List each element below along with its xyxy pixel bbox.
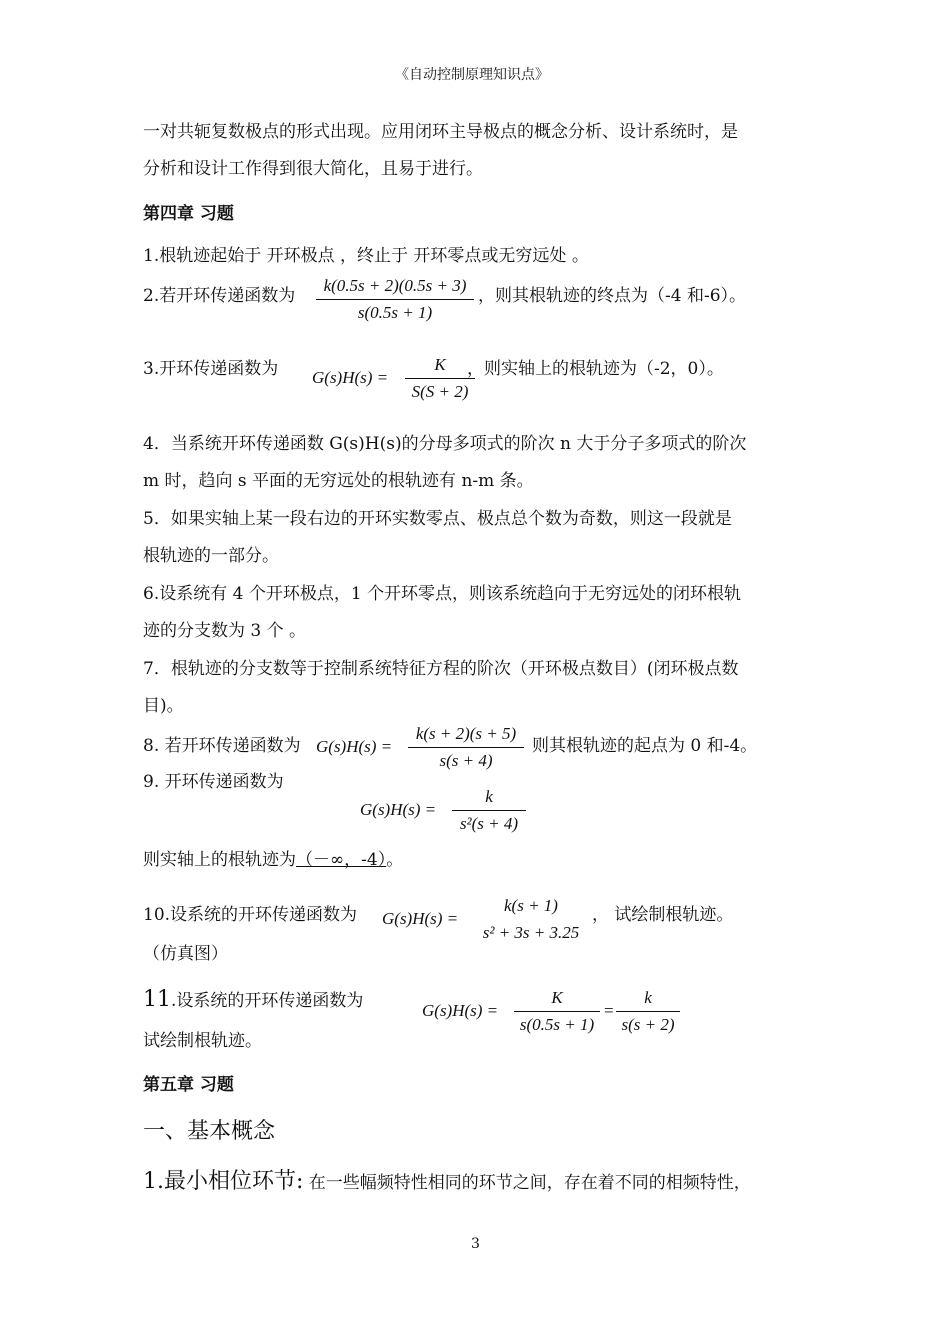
question-9-answer-prefix: 则实轴上的根轨迹为 bbox=[143, 850, 296, 870]
question-11-text: .设系统的开环传递函数为 bbox=[171, 991, 364, 1011]
question-6-line-2: 迹的分支数为 3 个 。 bbox=[143, 621, 307, 641]
question-9-fraction bbox=[452, 787, 526, 834]
chapter-4-title: 第四章 习题 bbox=[143, 204, 234, 224]
question-10-prefix: 10.设系统的开环传递函数为 bbox=[143, 905, 358, 925]
question-11-fraction-1 bbox=[514, 988, 600, 1035]
question-3-fraction bbox=[405, 355, 475, 402]
question-9-answer-line bbox=[143, 849, 403, 871]
chapter-5-section-heading: 一、基本概念 bbox=[143, 1119, 276, 1144]
chapter-5-title: 第五章 习题 bbox=[143, 1075, 234, 1095]
question-3-denominator: S(S + 2) bbox=[411, 382, 469, 401]
question-9-answer: （－∞，-4） bbox=[296, 850, 387, 870]
chapter-5-question-1-term: 1.最小相位环节: bbox=[143, 1169, 304, 1194]
question-3-lhs: G(s)H(s) = bbox=[312, 368, 389, 387]
question-9-denominator: s²(s + 4) bbox=[459, 814, 519, 833]
question-8-fraction bbox=[408, 724, 524, 771]
question-10-suffix: ， 试绘制根轨迹。 bbox=[592, 905, 734, 925]
question-10-note: （仿真图） bbox=[143, 944, 228, 964]
chapter-5-question-1 bbox=[143, 1168, 751, 1196]
chapter-5-question-1-text: 在一些幅频特性相同的环节之间，存在着不同的相频特性， bbox=[303, 1173, 751, 1193]
question-11-line-2: 试绘制根轨迹。 bbox=[143, 1031, 262, 1051]
question-11-prefix bbox=[143, 986, 363, 1014]
question-4-line-2: m 时，趋向 s 平面的无穷远处的根轨迹有 n-m 条。 bbox=[143, 471, 534, 491]
question-11-equals: = bbox=[604, 1001, 614, 1020]
question-11-denominator-1: s(0.5s + 1) bbox=[519, 1015, 595, 1034]
question-3-suffix: ，则实轴上的根轨迹为（-2，0）。 bbox=[467, 359, 724, 379]
question-2-suffix: ，则其根轨迹的终点为（-4 和-6）。 bbox=[478, 286, 747, 306]
question-11-lhs: G(s)H(s) = bbox=[422, 1001, 499, 1020]
question-11-fraction-2 bbox=[616, 988, 680, 1035]
question-9-numerator: k bbox=[452, 787, 526, 811]
question-7-line-1: 7．根轨迹的分支数等于控制系统特征方程的阶次（开环极点数目）(闭环极点数 bbox=[143, 659, 739, 679]
question-3-prefix: 3.开环传递函数为 bbox=[143, 359, 279, 379]
question-2-numerator: k(0.5s + 2)(0.5s + 3) bbox=[316, 276, 474, 300]
question-5-line-1: 5．如果实轴上某一段右边的开环实数零点、极点总个数为奇数，则这一段就是 bbox=[143, 509, 732, 529]
intro-line-1: 一对共轭复数极点的形式出现。应用闭环主导极点的概念分析、设计系统时，是 bbox=[143, 122, 738, 142]
question-11-numerator-2: k bbox=[616, 988, 680, 1012]
question-6-line-1: 6.设系统有 4 个开环极点，1 个开环零点，则该系统趋向于无穷远处的闭环根轨 bbox=[143, 584, 742, 604]
page-number: 3 bbox=[471, 1236, 480, 1252]
question-11-number: 11 bbox=[143, 987, 171, 1012]
question-8-numerator: k(s + 2)(s + 5) bbox=[408, 724, 524, 748]
intro-line-2: 分析和设计工作得到很大简化，且易于进行。 bbox=[143, 159, 483, 179]
question-8-prefix: 8. 若开环传递函数为 bbox=[143, 736, 301, 756]
question-1: 1.根轨迹起始于 开环极点 ，终止于 开环零点或无穷远处 。 bbox=[143, 246, 589, 266]
question-3-numerator: K bbox=[405, 355, 475, 379]
question-7-line-2: 目)。 bbox=[143, 696, 184, 716]
question-11-denominator-2: s(s + 2) bbox=[621, 1015, 675, 1034]
question-2-prefix: 2.若开环传递函数为 bbox=[143, 286, 296, 306]
question-11-numerator-1: K bbox=[514, 988, 600, 1012]
question-2-fraction bbox=[316, 276, 474, 323]
question-4-line-1: 4．当系统开环传递函数 G(s)H(s)的分母多项式的阶次 n 大于分子多项式的阶次 bbox=[143, 434, 747, 454]
question-10-denominator: s² + 3s + 3.25 bbox=[482, 923, 580, 942]
question-8-denominator: s(s + 4) bbox=[439, 751, 493, 770]
question-9-lhs: G(s)H(s) = bbox=[360, 800, 437, 819]
question-9-answer-suffix: 。 bbox=[386, 850, 404, 870]
question-10-numerator: k(s + 1) bbox=[504, 896, 558, 915]
question-9-prefix: 9. 开环传递函数为 bbox=[143, 772, 284, 792]
question-5-line-2: 根轨迹的一部分。 bbox=[143, 546, 279, 566]
question-8-lhs: G(s)H(s) = bbox=[316, 737, 393, 756]
question-10-fraction bbox=[475, 896, 587, 943]
question-10-lhs: G(s)H(s) = bbox=[382, 909, 459, 928]
question-2-denominator: s(0.5s + 1) bbox=[357, 303, 433, 322]
question-8-suffix: 则其根轨迹的起点为 0 和-4。 bbox=[532, 736, 758, 756]
page-header: 《自动控制原理知识点》 bbox=[395, 67, 549, 83]
